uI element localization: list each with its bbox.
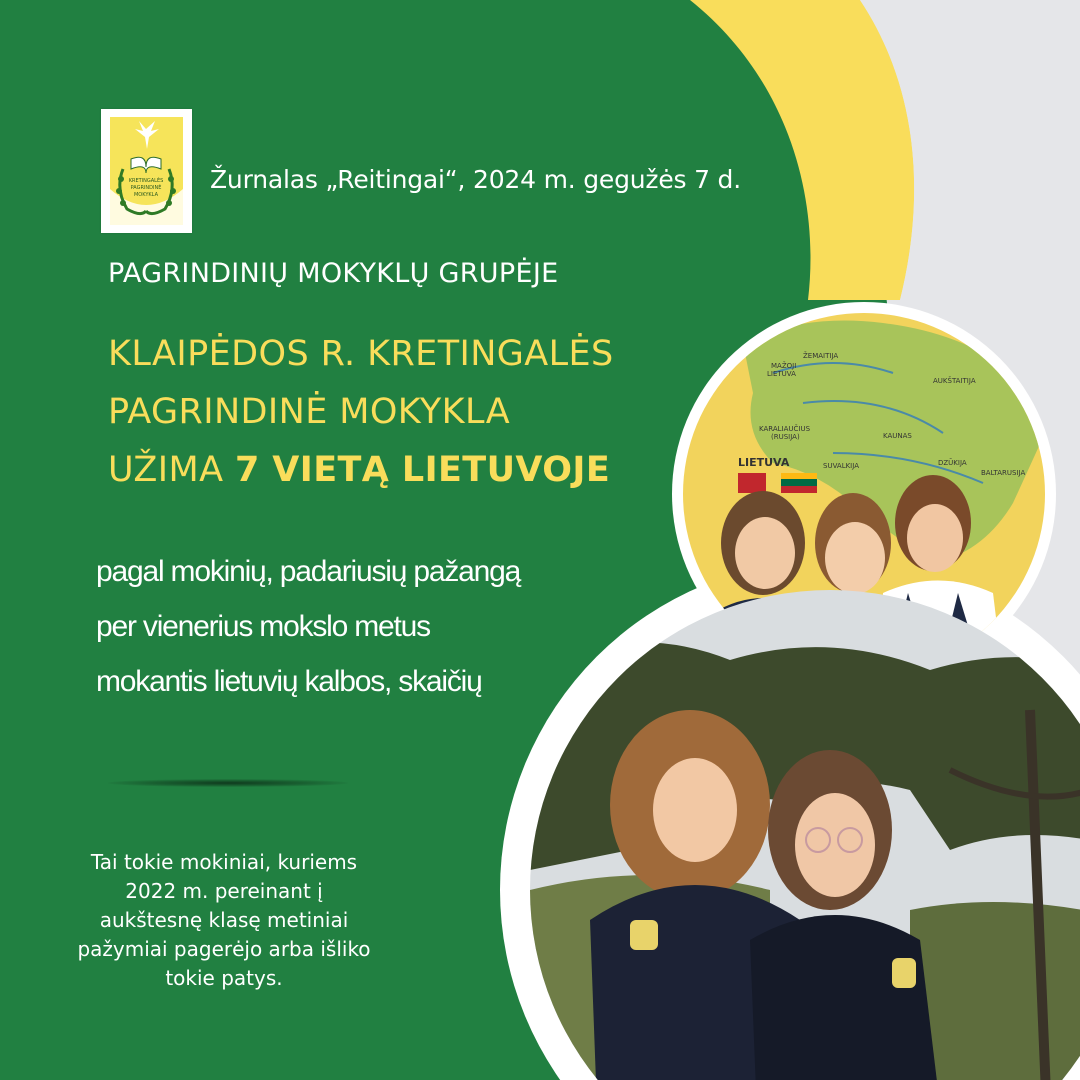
headline-line-1: KLAIPĖDOS R. KRETINGALĖS: [108, 334, 614, 374]
school-logo: [101, 109, 192, 233]
map-label-mazoji-1: MAŽOJI: [771, 362, 797, 370]
note-line: Tai tokie mokiniai, kuriems: [90, 850, 358, 874]
explanation-note: [68, 848, 380, 993]
criteria-line-2: per vienerius mokslo metus: [96, 610, 430, 643]
note-line: pažymiai pagerėjo arba išliko: [77, 937, 371, 961]
map-label-lietuva: LIETUVA: [738, 456, 790, 469]
map-label-kaunas: KAUNAS: [883, 432, 912, 440]
map-label-baltarusija: BALTARUSIJA: [981, 469, 1026, 477]
headline-line-3: [108, 450, 610, 490]
source-citation: Žurnalas „Reitingai“, 2024 m. gegužės 7 d.: [210, 165, 741, 194]
map-label-aukstaitija: AUKŠTAITIJA: [933, 377, 976, 385]
school-crest-icon: [101, 109, 192, 233]
map-label-karaliaucius-1: KARALIAUČIUS: [759, 425, 811, 433]
map-label-dzukija: DZŪKIJA: [938, 459, 967, 467]
headline-line-2: PAGRINDINĖ MOKYKLA: [108, 392, 511, 432]
lithuania-flag-icon: [781, 486, 817, 493]
note-line: 2022 m. pereinant į: [125, 879, 323, 903]
headline-prefix: UŽIMA: [108, 450, 235, 490]
map-label-zemaitija: ŽEMAITIJA: [803, 352, 839, 360]
svg-text:KRETINGALĖS: KRETINGALĖS: [128, 178, 164, 184]
group-heading: PAGRINDINIŲ MOKYKLŲ GRUPĖJE: [108, 258, 559, 289]
note-line: tokie patys.: [165, 966, 283, 990]
criteria-line-3: mokantis lietuvių kalbos, skaičių: [96, 665, 482, 698]
divider-shadow: [108, 779, 348, 787]
map-label-karaliaucius-2: (RUSIJA): [771, 433, 800, 441]
map-label-mazoji-2: LIETUVA: [767, 370, 796, 378]
map-label-suvalkija: SUVALKIJA: [823, 462, 859, 470]
svg-text:MOKYKLA: MOKYKLA: [133, 192, 159, 198]
criteria-line-1: pagal mokinių, padariusių pažangą: [96, 555, 521, 588]
svg-text:PAGRINDINĖ: PAGRINDINĖ: [130, 185, 162, 191]
school-badge-icon: [892, 958, 916, 988]
note-line: aukštesnę klasę metiniai: [99, 908, 349, 932]
headline-rank: 7 VIETĄ LIETUVOJE: [234, 450, 611, 490]
coat-of-arms-flag-icon: [738, 473, 766, 493]
school-badge-icon: [630, 920, 658, 950]
